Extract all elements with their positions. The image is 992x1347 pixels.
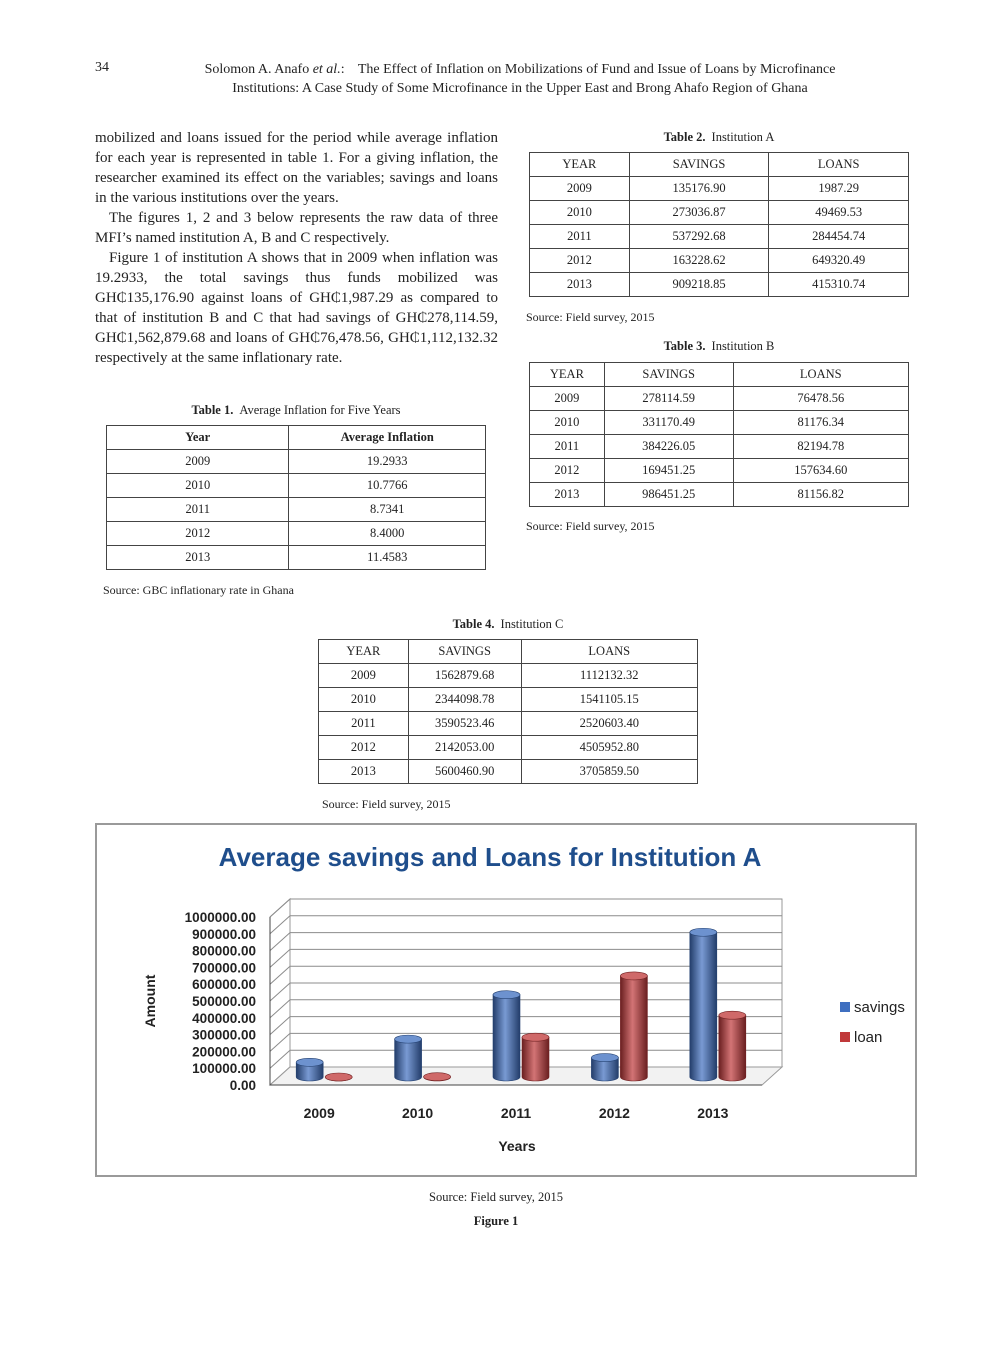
table-cell: 2011 [530, 435, 605, 459]
table-row [530, 225, 909, 249]
x-tick-label: 2012 [598, 1105, 630, 1121]
bar-top [493, 991, 520, 999]
chart-title: Average savings and Loans for Institution A [218, 842, 762, 872]
bar-savings-2013 [690, 928, 717, 1081]
table-cell: 3705859.50 [521, 760, 698, 784]
table-header-cell: YEAR [530, 153, 630, 177]
bar-chart [97, 825, 915, 1175]
table-header-cell: YEAR [319, 640, 409, 664]
table-cell: 331170.49 [604, 411, 733, 435]
table3-caption: Table 3. Institution B [663, 339, 775, 353]
table1-caption: Table 1. Average Inflation for Five Years [191, 403, 401, 417]
bar-top [395, 1035, 422, 1043]
table-cell: 537292.68 [629, 225, 769, 249]
y-tick-label: 500000.00 [192, 994, 256, 1009]
table-header-row [319, 640, 698, 664]
table-row [319, 688, 698, 712]
table-header-cell: LOANS [769, 153, 909, 177]
table-cell: 2011 [107, 498, 289, 522]
table-header-cell: Year [107, 426, 289, 450]
header-etal: et al. [312, 62, 341, 77]
table-cell: 415310.74 [769, 273, 909, 297]
legend-swatch-savings [840, 1002, 850, 1012]
y-tick-label: 400000.00 [192, 1010, 256, 1026]
table2-caption: Table 2. Institution A [663, 130, 775, 144]
bar-loan-2010 [424, 1073, 451, 1081]
table1 [106, 425, 486, 570]
bar-body [395, 1039, 422, 1081]
table-cell: 169451.25 [604, 459, 733, 483]
y-tick-label: 600000.00 [192, 977, 256, 993]
table-cell: 2009 [107, 450, 289, 474]
table-cell: 1112132.32 [521, 664, 698, 688]
table-cell: 11.4583 [289, 546, 486, 570]
legend-label-loan: loan [854, 1029, 883, 1046]
bar-loan-2009 [325, 1073, 352, 1081]
table-header-cell: SAVINGS [604, 363, 733, 387]
bar-loan-2012 [620, 972, 647, 1081]
table-row [319, 736, 698, 760]
bar-savings-2010 [395, 1035, 422, 1081]
x-tick-label: 2010 [402, 1105, 434, 1121]
table-row [107, 474, 486, 498]
table-cell: 3590523.46 [408, 712, 521, 736]
x-tick-label: 2009 [303, 1105, 335, 1121]
header-authors: Solomon A. Anafo [204, 62, 310, 77]
y-axis-label: Amount [142, 974, 158, 1028]
table-cell: 2012 [530, 459, 605, 483]
table-cell: 2012 [530, 249, 630, 273]
table-cell: 2013 [319, 760, 409, 784]
table-cell: 49469.53 [769, 201, 909, 225]
table-cell: 2520603.40 [521, 712, 698, 736]
table-cell: 81156.82 [733, 483, 909, 507]
bar-top [690, 928, 717, 936]
figure-source: Source: Field survey, 2015 [429, 1190, 563, 1204]
table-header-cell: LOANS [521, 640, 698, 664]
legend-swatch-loan [840, 1032, 850, 1042]
table-cell: 4505952.80 [521, 736, 698, 760]
bar-loan-2013 [719, 1011, 746, 1081]
table-cell: 1541105.15 [521, 688, 698, 712]
y-tick-label: 700000.00 [192, 960, 256, 976]
table-cell: 2344098.78 [408, 688, 521, 712]
table-cell: 2013 [107, 546, 289, 570]
x-axis-label: Years [498, 1138, 536, 1154]
table2-source: Source: Field survey, 2015 [526, 310, 655, 324]
table-header-cell: SAVINGS [408, 640, 521, 664]
table-cell: 82194.78 [733, 435, 909, 459]
y-tick-label: 100000.00 [192, 1061, 256, 1077]
y-tick-label: 1000000.00 [184, 910, 256, 925]
header-title-line1: The Effect of Inflation on Mobilizations of Fund and Issue of Loans by Microfinance [357, 62, 836, 77]
table-header-row [107, 426, 486, 450]
bar-savings-2012 [591, 1054, 618, 1081]
table3-source: Source: Field survey, 2015 [526, 519, 655, 533]
table-cell: 8.4000 [289, 522, 486, 546]
table-row [530, 459, 909, 483]
table-row [107, 450, 486, 474]
table4-source: Source: Field survey, 2015 [322, 797, 451, 811]
table-cell: 2013 [530, 273, 630, 297]
table-row [107, 546, 486, 570]
table-cell: 10.7766 [289, 474, 486, 498]
table-cell: 2010 [107, 474, 289, 498]
table-cell: 81176.34 [733, 411, 909, 435]
table-header-cell: LOANS [733, 363, 909, 387]
table-header-row [530, 153, 909, 177]
table-cell: 76478.56 [733, 387, 909, 411]
paragraph-2: The figures 1, 2 and 3 below represents the raw data of three MFI’s named institution A, B and C respectively. [95, 210, 498, 246]
table-cell: 1562879.68 [408, 664, 521, 688]
table-cell: 2009 [530, 387, 605, 411]
table-cell: 2009 [319, 664, 409, 688]
table-cell: 909218.85 [629, 273, 769, 297]
x-tick-label: 2013 [697, 1105, 729, 1121]
figure-label: Figure 1 [473, 1214, 519, 1228]
table-cell: 384226.05 [604, 435, 733, 459]
table-row [107, 522, 486, 546]
paragraph-1: mobilized and loans issued for the period while average inflation for each year is represented in table 1. For a giving inflation, the researcher examined its effect on the variables; savings and loans in the various institutions over the years. [95, 130, 498, 206]
table-cell: 2011 [319, 712, 409, 736]
table-cell: 278114.59 [604, 387, 733, 411]
bar-body [719, 1015, 746, 1081]
bar-body [620, 976, 647, 1081]
bar-top [522, 1033, 549, 1041]
table-cell: 8.7341 [289, 498, 486, 522]
table-header-cell: YEAR [530, 363, 605, 387]
table-row [319, 760, 698, 784]
table-cell: 2013 [530, 483, 605, 507]
table-cell: 2012 [319, 736, 409, 760]
bar-body [493, 995, 520, 1081]
bar-top [424, 1073, 451, 1081]
bar-savings-2009 [296, 1058, 323, 1081]
table1-source: Source: GBC inflationary rate in Ghana [103, 583, 294, 597]
bar-top [719, 1011, 746, 1019]
y-tick-label: 900000.00 [192, 926, 256, 942]
table-cell: 2010 [530, 201, 630, 225]
bar-top [591, 1054, 618, 1062]
table-cell: 273036.87 [629, 201, 769, 225]
table-cell: 2009 [530, 177, 630, 201]
chart-frame [95, 823, 917, 1177]
header-title-line2: Institutions: A Case Study of Some Microfinance in the Upper East and Brong Ahafo Region of Ghana [232, 81, 808, 96]
table-cell: 157634.60 [733, 459, 909, 483]
table-row [319, 664, 698, 688]
bar-loan-2011 [522, 1033, 549, 1081]
table-row [530, 435, 909, 459]
running-header [140, 60, 900, 98]
table-cell: 5600460.90 [408, 760, 521, 784]
table-cell: 986451.25 [604, 483, 733, 507]
table-cell: 2010 [530, 411, 605, 435]
table-cell: 2012 [107, 522, 289, 546]
table-header-cell: Average Inflation [289, 426, 486, 450]
table-row [530, 273, 909, 297]
table-row [530, 249, 909, 273]
x-tick-label: 2011 [500, 1105, 532, 1121]
table-cell: 2010 [319, 688, 409, 712]
body-text [95, 128, 498, 368]
bar-top [620, 972, 647, 980]
table-cell: 2011 [530, 225, 630, 249]
table-cell: 2142053.00 [408, 736, 521, 760]
table-row [530, 411, 909, 435]
page-number: 34 [95, 60, 109, 75]
bar-savings-2011 [493, 991, 520, 1081]
table-row [107, 498, 486, 522]
y-tick-label: 200000.00 [192, 1044, 256, 1060]
table-cell: 19.2933 [289, 450, 486, 474]
table-cell: 649320.49 [769, 249, 909, 273]
table-row [530, 483, 909, 507]
table-header-row [530, 363, 909, 387]
table-row [530, 201, 909, 225]
table4 [318, 639, 698, 784]
bar-body [690, 932, 717, 1081]
table-row [530, 387, 909, 411]
table-cell: 135176.90 [629, 177, 769, 201]
bar-top [296, 1058, 323, 1066]
y-tick-label: 0.00 [229, 1078, 256, 1093]
table-header-cell: SAVINGS [629, 153, 769, 177]
table-row [319, 712, 698, 736]
table-cell: 1987.29 [769, 177, 909, 201]
table-cell: 284454.74 [769, 225, 909, 249]
header-colon: : [340, 62, 345, 77]
y-tick-label: 300000.00 [192, 1027, 256, 1043]
table-cell: 163228.62 [629, 249, 769, 273]
bar-top [325, 1073, 352, 1081]
legend-label-savings: savings [854, 999, 905, 1016]
table4-caption: Table 4. Institution C [452, 617, 564, 631]
bar-body [522, 1037, 549, 1081]
table3 [529, 362, 909, 507]
y-tick-label: 800000.00 [192, 943, 256, 959]
table-row [530, 177, 909, 201]
paragraph-3: Figure 1 of institution A shows that in 2009 when inflation was 19.2933, the total savings thus funds mobilized was GH₵135,176.90 against loans of GH₵1,987.29 as compared to that of institution B and C that had savings of GH₵278,114.59, GH₵1,562,879.68 and loans of GH₵76,478.56, GH₵1,112,132.32 respectively at the same inflationary rate. [95, 250, 498, 366]
table2 [529, 152, 909, 297]
